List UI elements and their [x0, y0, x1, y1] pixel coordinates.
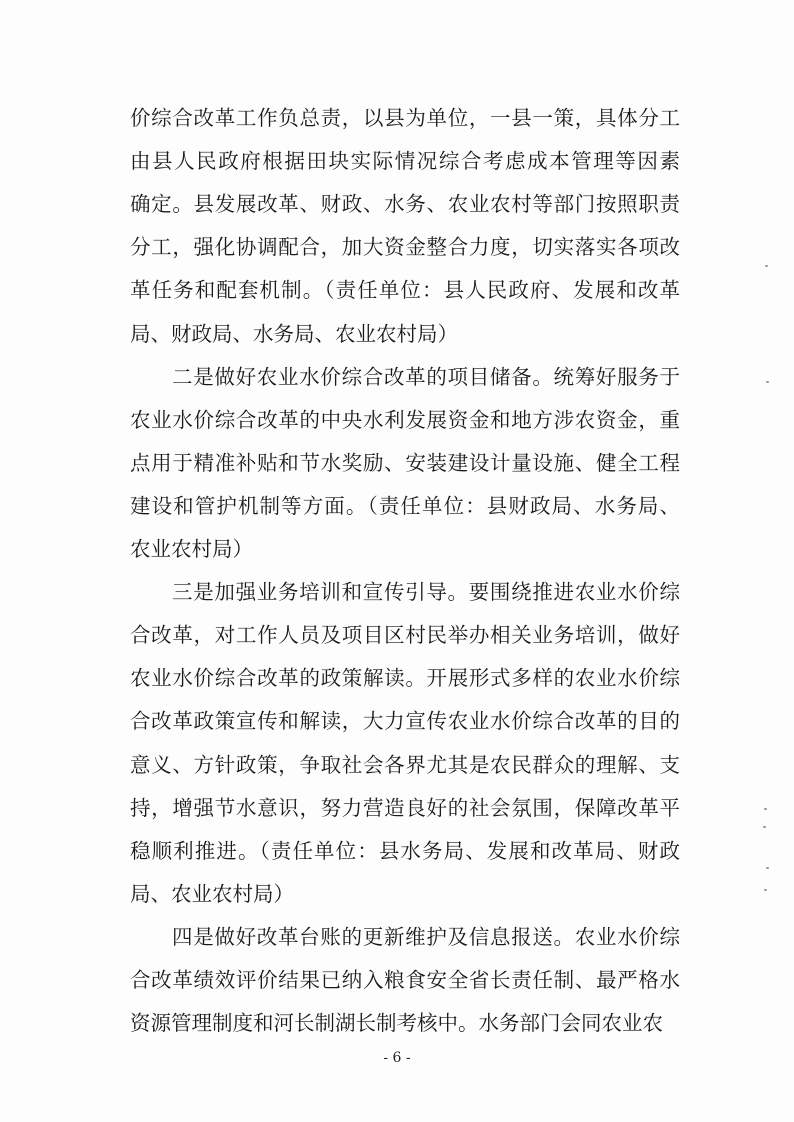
text-line: 持，增强节水意识，努力营造良好的社会氛围，保障改革平: [130, 795, 680, 820]
text-line: 点用于精准补贴和节水奖励、安装建设计量设施、健全工程: [130, 450, 680, 475]
text-line: 分工，强化协调配合，加大资金整合力度，切实落实各项改: [130, 235, 680, 260]
text-line: 合改革，对工作人员及项目区村民举办相关业务培训，做好: [130, 623, 680, 648]
text-line: 合改革政策宣传和解读，大力宣传农业水价综合改革的目的: [130, 709, 680, 734]
text-line: 农业农村局）: [130, 537, 253, 561]
scan-speck: [766, 381, 769, 383]
scan-speck: [766, 867, 769, 869]
text-line: 稳顺利推进。（责任单位：县水务局、发展和改革局、财政: [130, 838, 680, 863]
scan-speck: [764, 808, 767, 810]
paragraph-start-line: 二是做好农业水价综合改革的项目储备。统筹好服务于: [172, 364, 680, 389]
text-line: 资源管理制度和河长制湖长制考核中。水务部门会同农业农: [130, 1011, 663, 1036]
text-line: 农业水价综合改革的政策解读。开展形式多样的农业水价综: [130, 666, 680, 691]
text-line: 农业水价综合改革的中央水利发展资金和地方涉农资金，重: [130, 407, 680, 432]
text-line: 确定。县发展改革、财政、水务、农业农村等部门按照职责: [130, 192, 680, 217]
scan-speck: [764, 889, 767, 891]
scan-speck: [765, 265, 768, 267]
text-line: 合改革绩效评价结果已纳入粮食安全省长责任制、最严格水: [130, 968, 680, 992]
page-number: - 6 -: [383, 1050, 411, 1066]
text-line: 建设和管护机制等方面。（责任单位：县财政局、水务局、: [130, 493, 680, 518]
scan-speck: [763, 826, 766, 828]
text-line: 局、财政局、水务局、农业农村局）: [130, 321, 458, 346]
paragraph-start-line: 四是做好改革台账的更新维护及信息报送。农业水价综: [172, 924, 680, 949]
text-line: 革任务和配套机制。（责任单位：县人民政府、发展和改革: [130, 278, 680, 303]
paragraph-start-line: 三是加强业务培训和宣传引导。要围绕推进农业水价综: [172, 580, 680, 605]
text-line: 价综合改革工作负总责，以县为单位，一县一策，具体分工: [130, 106, 680, 130]
text-line: 由县人民政府根据田块实际情况综合考虑成本管理等因素: [130, 149, 680, 174]
text-line: 意义、方针政策，争取社会各界尤其是农民群众的理解、支: [130, 752, 680, 777]
text-line: 局、农业农村局）: [130, 881, 294, 906]
